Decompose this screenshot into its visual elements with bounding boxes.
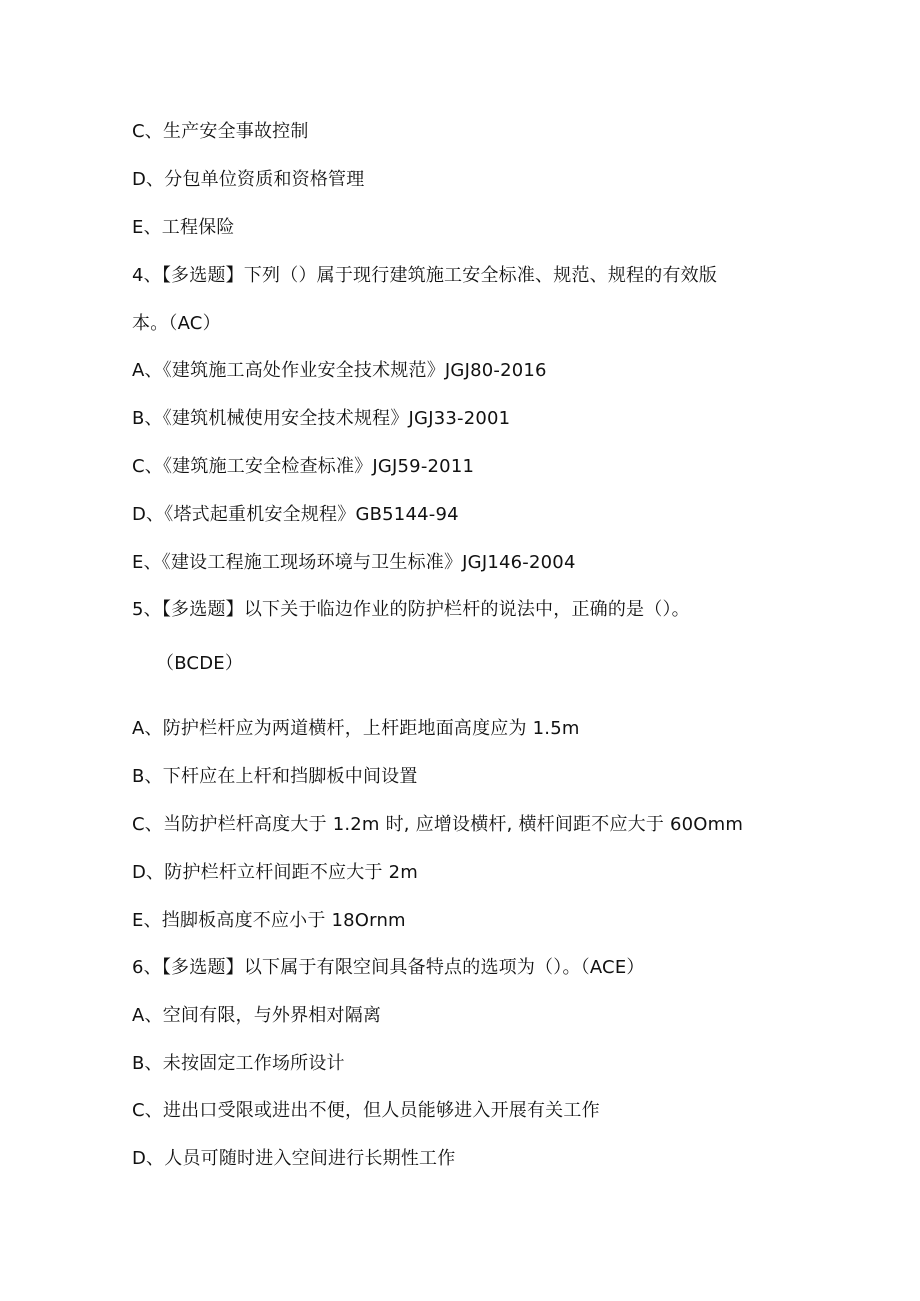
option-line: C、生产安全事故控制 (132, 121, 309, 142)
question-answer-line: （BCDE） (156, 653, 244, 674)
option-line: B、未按固定工作场所设计 (132, 1053, 345, 1074)
option-line: C、进出口受限或进出不便，但人员能够进入开展有关工作 (132, 1100, 600, 1121)
option-line: E、《建设工程施工现场环境与卫生标准》JGJ146-2004 (132, 552, 576, 573)
option-line: A、《建筑施工高处作业安全技术规范》JGJ80-2016 (132, 360, 547, 381)
option-line: D、《塔式起重机安全规程》GB5144-94 (132, 504, 459, 525)
question-line: 4、【多选题】下列（）属于现行建筑施工安全标准、规范、规程的有效版 (132, 265, 718, 286)
option-line: C、当防护栏杆高度大于 1.2m 时, 应增设横杆, 横杆间距不应大于 60Omm (132, 814, 744, 835)
option-line: E、挡脚板高度不应小于 18Ornm (132, 910, 406, 931)
option-line: B、《建筑机械使用安全技术规程》JGJ33-2001 (132, 408, 511, 429)
option-line: A、防护栏杆应为两道横杆，上杆距地面高度应为 1.5m (132, 718, 580, 739)
option-line: C、《建筑施工安全检查标准》JGJ59-2011 (132, 456, 475, 477)
question-line: 6、【多选题】以下属于有限空间具备特点的选项为（）。（ACE） (132, 957, 645, 978)
option-line: D、防护栏杆立杆间距不应大于 2m (132, 862, 418, 883)
question-answer-line: 本。（AC） (132, 313, 221, 334)
option-line: A、空间有限，与外界相对隔离 (132, 1005, 382, 1026)
option-line: D、分包单位资质和资格管理 (132, 169, 365, 190)
option-line: B、下杆应在上杆和挡脚板中间设置 (132, 766, 418, 787)
option-line: E、工程保险 (132, 217, 235, 238)
option-line: D、人员可随时进入空间进行长期性工作 (132, 1148, 456, 1169)
question-line: 5、【多选题】以下关于临边作业的防护栏杆的说法中，正确的是（）。 (132, 599, 690, 620)
